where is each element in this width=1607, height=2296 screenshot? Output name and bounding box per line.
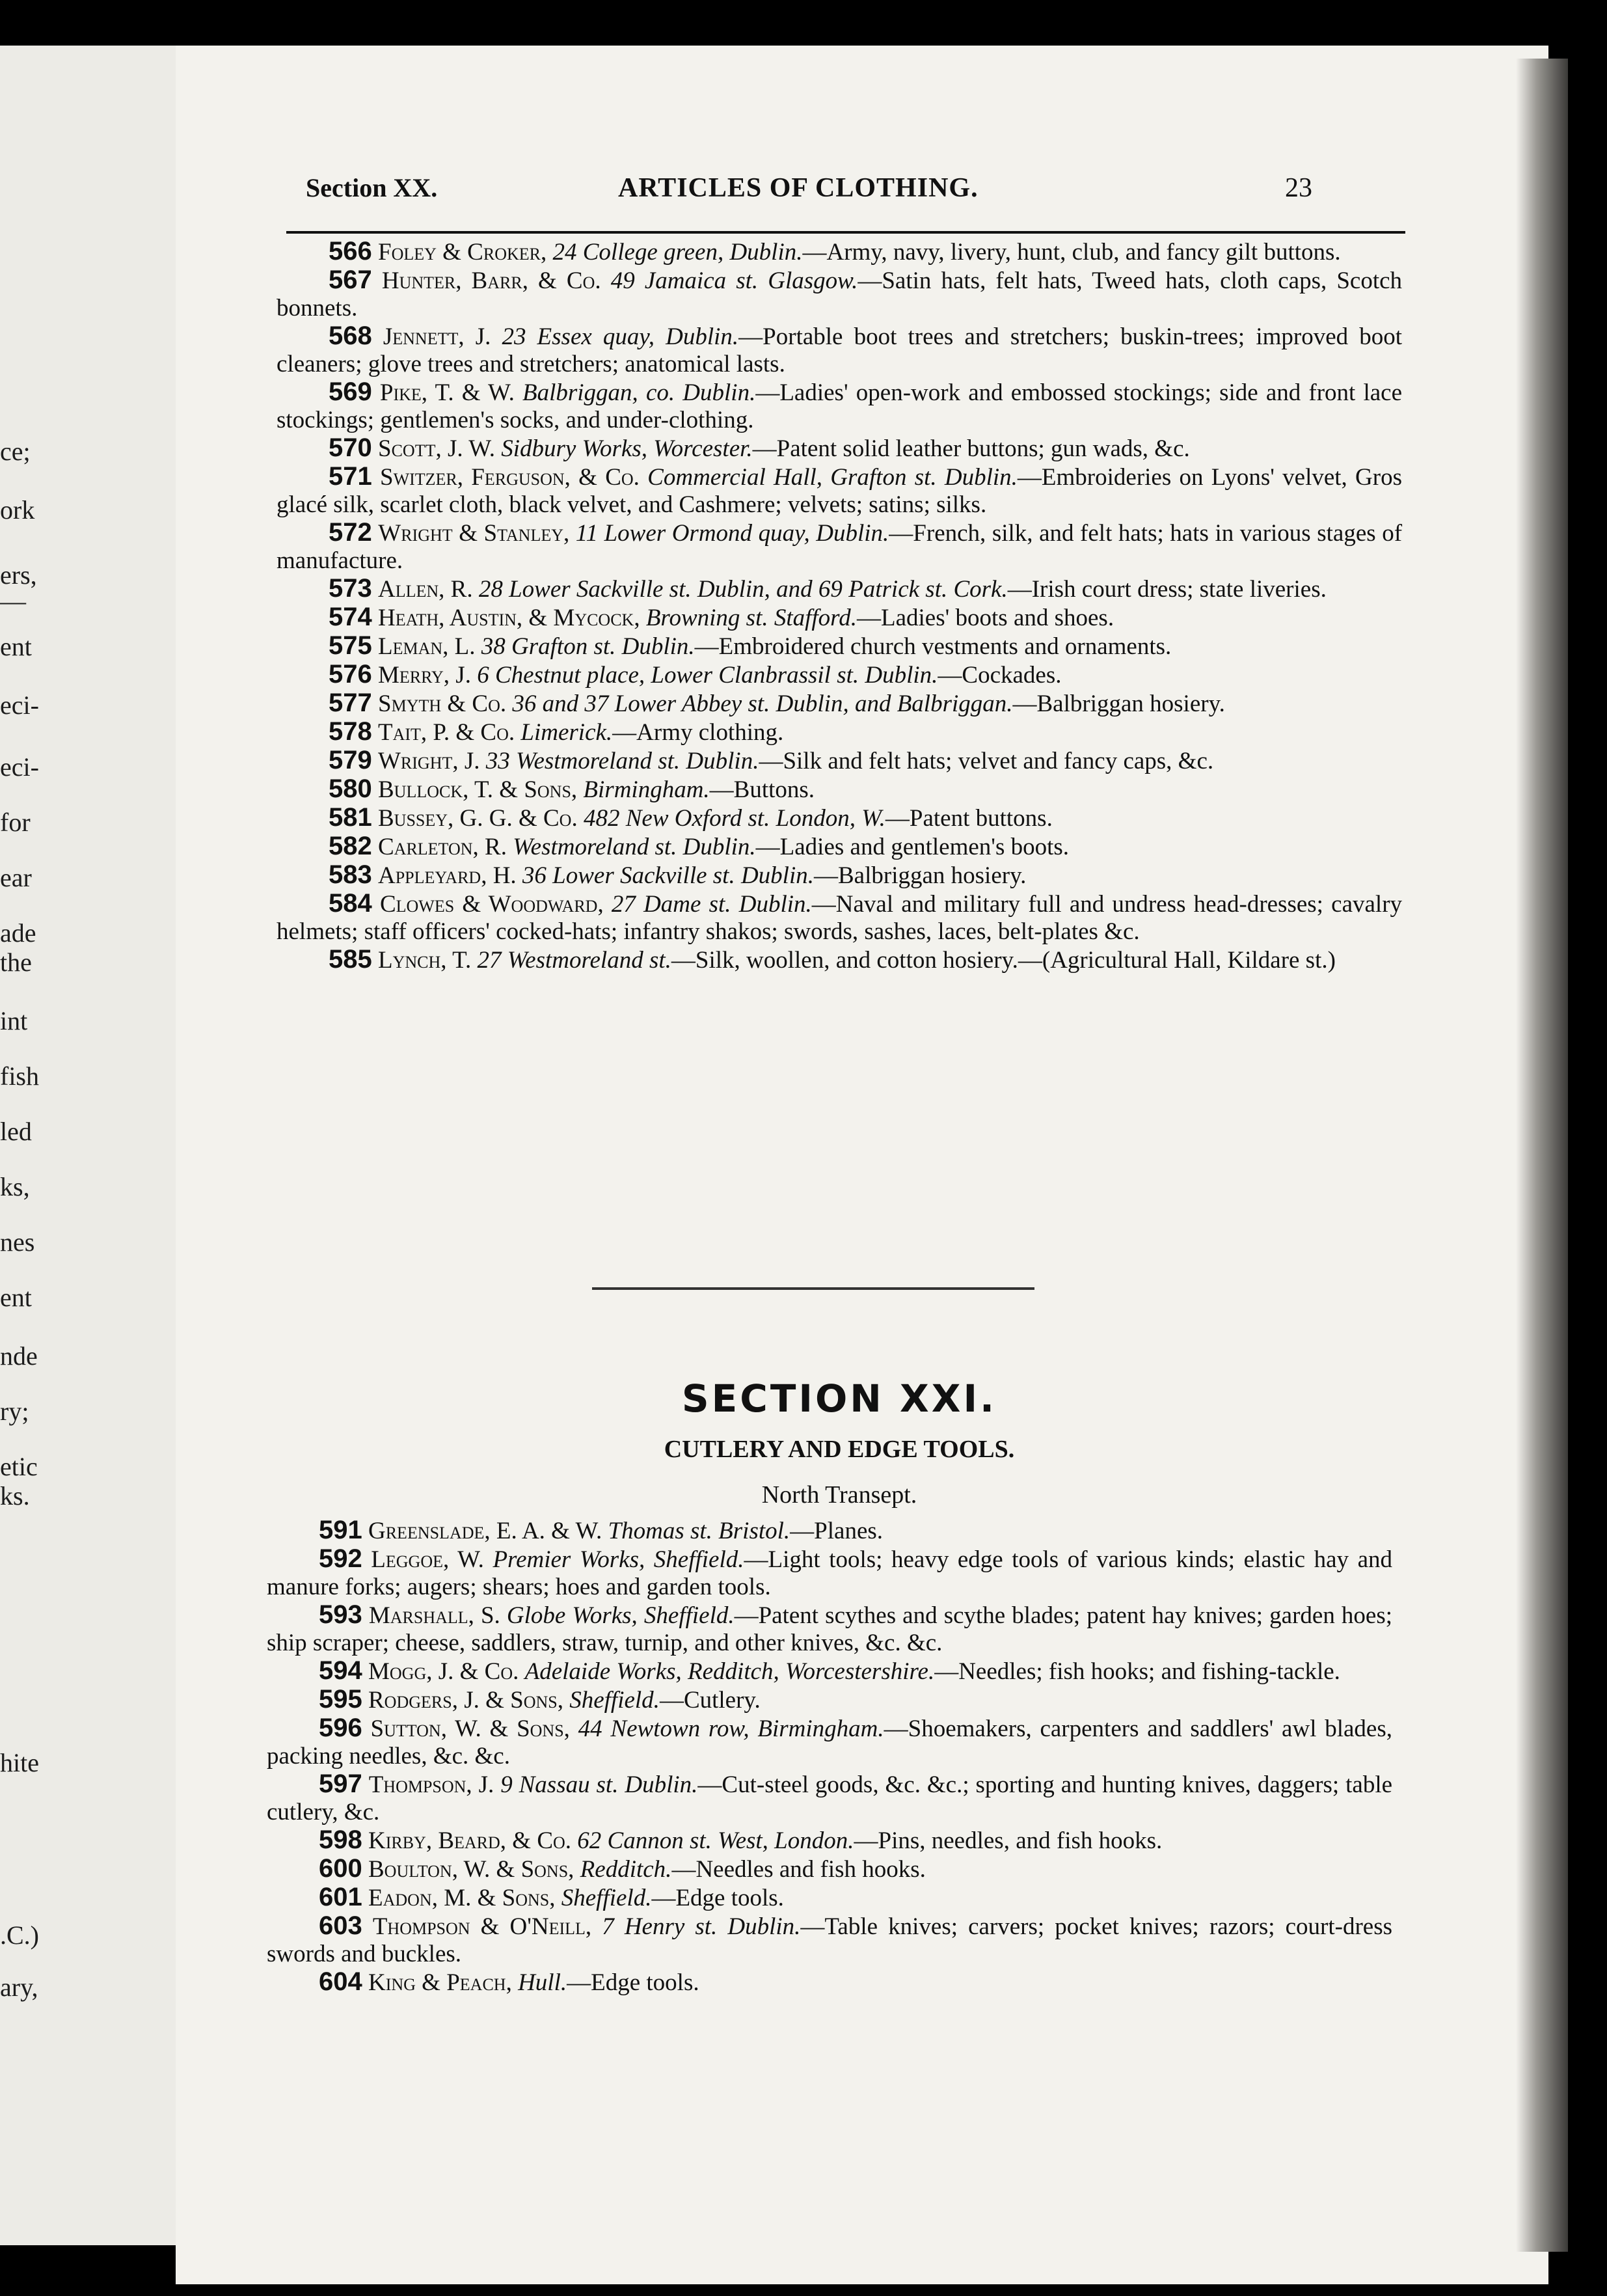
exhibitor-address: 482 New Oxford st. London, W.	[583, 805, 885, 832]
exhibit-description: —Army, navy, livery, hunt, club, and fancy gilt buttons.	[802, 239, 1341, 266]
left-page-fragment: ers,	[0, 560, 37, 590]
entry-number: 567	[329, 266, 372, 294]
entry-number: 578	[329, 717, 372, 746]
left-page-fragment: led	[0, 1117, 32, 1146]
exhibit-description: —Ladies' boots and shoes.	[856, 605, 1114, 631]
exhibit-description: —Army clothing.	[612, 719, 784, 746]
exhibitor-address: Redditch.	[580, 1856, 672, 1883]
exhibitor-name: Tait, P. & Co.	[378, 719, 515, 746]
exhibitor-name: Bullock, T. & Sons,	[378, 776, 578, 803]
exhibitor-name: Heath, Austin, & Mycock,	[378, 605, 640, 631]
exhibitor-address: Westmoreland st. Dublin.	[513, 834, 756, 860]
exhibitor-name: Marshall, S.	[368, 1602, 500, 1629]
catalogue-entry	[277, 238, 1402, 266]
catalogue-entry	[277, 804, 1402, 832]
exhibitor-name: Leggoe, W.	[371, 1546, 484, 1573]
left-page-fragment: int	[0, 1006, 28, 1035]
exhibit-description: —Table knives; carvers; pocket knives; razors; court-dress swords and buckles.	[267, 1913, 1393, 1967]
exhibit-description: —Balbriggan hosiery.	[1012, 690, 1225, 717]
catalogue-entry	[277, 946, 1402, 974]
exhibit-description: —Embroideries on Lyons' velvet, Gros glacé silk, scarlet cloth, black velvet, and Cashmere; velvets; satins; silks.	[277, 464, 1403, 518]
left-page-fragment: ork	[0, 495, 35, 525]
exhibitor-name: Jennett, J.	[383, 323, 491, 350]
exhibitor-name: Rodgers, J. & Sons,	[368, 1687, 563, 1714]
entry-number: 579	[329, 746, 372, 774]
entry-number: 583	[329, 860, 372, 889]
catalogue-entry	[277, 266, 1402, 322]
main-page	[176, 46, 1548, 2284]
exhibitor-name: Hunter, Barr, & Co.	[381, 267, 601, 294]
exhibitor-address: 28 Lower Sackville st. Dublin, and 69 Patrick st. Cork.	[478, 576, 1008, 603]
left-page-fragment: ry;	[0, 1397, 29, 1426]
left-page-fragment: eci-	[0, 752, 39, 782]
entry-number: 573	[329, 574, 372, 603]
exhibitor-name: Smyth & Co.	[378, 690, 507, 717]
page-header	[176, 172, 1548, 218]
catalogue-entry	[277, 632, 1402, 661]
catalogue-entry	[267, 1516, 1392, 1545]
exhibitor-address: Birmingham.	[583, 776, 710, 803]
left-page-fragment: the	[0, 948, 32, 977]
section-divider	[592, 1287, 1034, 1290]
entry-number: 595	[319, 1685, 362, 1714]
catalogue-entry	[277, 718, 1402, 746]
exhibit-description: —Shoemakers, carpenters and saddlers' awl blades, packing needles, &c. &c.	[267, 1715, 1392, 1770]
running-title: ARTICLES OF CLOTHING.	[618, 173, 979, 203]
entry-number: 593	[319, 1600, 362, 1629]
exhibit-description: —Edge tools.	[651, 1885, 784, 1911]
entry-number: 591	[319, 1516, 362, 1544]
exhibitor-address: Browning st. Stafford.	[645, 605, 857, 631]
entry-number: 568	[329, 321, 372, 350]
entry-number: 574	[329, 603, 372, 631]
exhibitor-name: Thompson, J.	[368, 1771, 494, 1798]
catalogue-entry	[277, 434, 1402, 463]
exhibitor-name: Mogg, J. & Co.	[368, 1658, 519, 1685]
exhibit-description: —Silk and felt hats; velvet and fancy caps, &c.	[759, 748, 1214, 774]
catalogue-entry	[267, 1968, 1392, 1997]
left-page-fragment: for	[0, 808, 31, 837]
catalogue-entry	[267, 1912, 1392, 1968]
catalogue-entry	[277, 378, 1402, 434]
exhibitor-address: 11 Lower Ormond quay, Dublin.	[575, 520, 889, 547]
section-xxi-entries	[267, 1516, 1392, 1997]
left-page-fragment: eci-	[0, 690, 39, 720]
exhibitor-name: Clowes & Woodward,	[379, 891, 604, 918]
exhibitor-name: Merry, J.	[378, 662, 471, 689]
entry-number: 569	[329, 377, 372, 406]
entry-number: 582	[329, 832, 372, 860]
catalogue-entry	[277, 890, 1402, 946]
exhibitor-address: Adelaide Works, Redditch, Worcestershire.	[524, 1658, 935, 1685]
exhibitor-address: 44 Newtown row, Birmingham.	[578, 1715, 884, 1742]
left-page-fragment: ent	[0, 1283, 32, 1312]
exhibitor-address: Hull.	[518, 1969, 567, 1996]
exhibitor-address: 23 Essex quay, Dublin.	[502, 323, 739, 350]
exhibit-description: —Patent buttons.	[885, 805, 1053, 832]
exhibitor-name: Bussey, G. G. & Co.	[378, 805, 578, 832]
catalogue-entry	[267, 1883, 1392, 1912]
exhibit-description: —Needles and fish hooks.	[671, 1856, 926, 1883]
page-edge-shadow	[1516, 59, 1568, 2252]
exhibitor-address: Thomas st. Bristol.	[608, 1518, 790, 1544]
catalogue-entry	[267, 1826, 1392, 1855]
exhibitor-address: 7 Henry st. Dublin.	[602, 1913, 801, 1940]
exhibit-description: —Cutlery.	[659, 1687, 761, 1714]
exhibit-description: —Patent scythes and scythe blades; patent hay knives; garden hoes; ship scraper; cheese, saddlers, straw, turnip, and other knives, &c. &c.	[267, 1602, 1393, 1656]
entry-number: 592	[319, 1544, 362, 1573]
left-page-fragment: ks.	[0, 1481, 30, 1510]
exhibit-description: —Embroidered church vestments and ornaments.	[694, 633, 1172, 660]
entry-number: 598	[319, 1825, 362, 1854]
entry-number: 596	[319, 1714, 362, 1742]
left-page-fragment: .C.)	[0, 1920, 39, 1950]
exhibit-description: —Silk, woollen, and cotton hosiery.—(Agricultural Hall, Kildare st.)	[671, 947, 1336, 974]
exhibit-description: —French, silk, and felt hats; hats in various stages of manufacture.	[277, 520, 1403, 574]
entry-number: 584	[329, 889, 372, 918]
exhibit-description: —Planes.	[790, 1518, 884, 1544]
exhibitor-name: Allen, R.	[378, 576, 473, 603]
catalogue-entry	[277, 463, 1402, 519]
exhibitor-address: Globe Works, Sheffield.	[506, 1602, 735, 1629]
entry-number: 575	[329, 631, 372, 660]
exhibitor-address: Sidbury Works, Worcester.	[501, 435, 753, 462]
catalogue-entry	[267, 1657, 1392, 1686]
section-subtitle: CUTLERY AND EDGE TOOLS.	[664, 1436, 1015, 1463]
exhibit-description: —Buttons.	[709, 776, 815, 803]
exhibitor-address: Sheffield.	[561, 1885, 652, 1911]
exhibitor-name: Pike, T. & W.	[379, 379, 515, 406]
catalogue-entry	[277, 775, 1402, 804]
entry-number: 570	[329, 433, 372, 462]
exhibit-description: —Irish court dress; state liveries.	[1007, 576, 1327, 603]
exhibit-description: —Ladies and gentlemen's boots.	[755, 834, 1070, 860]
left-page-fragment: ary,	[0, 1973, 38, 2002]
entry-number: 572	[329, 518, 372, 547]
left-page-fragment: ks,	[0, 1172, 30, 1201]
entry-number: 597	[319, 1770, 362, 1798]
catalogue-entry	[277, 661, 1402, 689]
catalogue-entry	[277, 603, 1402, 632]
exhibitor-address: 27 Dame st. Dublin.	[611, 891, 812, 918]
catalogue-entry	[277, 322, 1402, 378]
exhibitor-address: 36 Lower Sackville st. Dublin.	[522, 862, 814, 889]
exhibitor-name: Scott, J. W.	[378, 435, 495, 462]
exhibit-description: —Portable boot trees and stretchers; buskin-trees; improved boot cleaners; glove trees and stretchers; anatomical lasts.	[277, 323, 1402, 377]
left-facing-page	[0, 46, 177, 2245]
left-page-fragment: nde	[0, 1341, 38, 1371]
exhibitor-name: Eadon, M. & Sons,	[368, 1885, 556, 1911]
catalogue-entry	[277, 746, 1402, 775]
left-page-fragment: etic	[0, 1452, 38, 1481]
left-page-fragment: ade	[0, 918, 36, 948]
left-page-fragment: ent	[0, 632, 32, 661]
exhibit-description: —Ladies' open-work and embossed stockings; side and front lace stockings; gentlemen's socks, and under-clothing.	[277, 379, 1403, 433]
exhibitor-name: Sutton, W. & Sons,	[370, 1715, 570, 1742]
entry-number: 603	[319, 1911, 362, 1940]
catalogue-entry	[277, 519, 1402, 575]
entry-number: 604	[319, 1967, 362, 1996]
entry-number: 601	[319, 1883, 362, 1911]
catalogue-entry	[277, 575, 1402, 603]
exhibitor-address: 33 Westmoreland st. Dublin.	[485, 748, 759, 774]
catalogue-entry	[267, 1714, 1392, 1770]
left-page-fragment: ear	[0, 863, 32, 892]
exhibit-description: —Needles; fish hooks; and fishing-tackle.	[934, 1658, 1340, 1685]
exhibitor-address: 27 Westmoreland st.	[477, 947, 671, 974]
entry-number: 585	[329, 945, 372, 974]
exhibitor-name: Carleton, R.	[378, 834, 507, 860]
catalogue-entry	[267, 1855, 1392, 1883]
catalogue-entry	[267, 1601, 1392, 1657]
catalogue-entry	[277, 689, 1402, 718]
section-location: North Transept.	[761, 1481, 917, 1509]
header-rule	[286, 231, 1405, 234]
exhibitor-address: 38 Grafton st. Dublin.	[481, 633, 695, 660]
exhibitor-name: Appleyard, H.	[378, 862, 517, 889]
exhibitor-name: Boulton, W. & Sons,	[368, 1856, 574, 1883]
exhibitor-name: Foley & Croker,	[378, 239, 547, 266]
exhibitor-name: Leman, L.	[378, 633, 476, 660]
exhibitor-address: 62 Cannon st. West, London.	[577, 1827, 854, 1854]
catalogue-entry	[267, 1545, 1392, 1601]
exhibitor-name: King & Peach,	[368, 1969, 512, 1996]
exhibitor-address: 6 Chestnut place, Lower Clanbrassil st. Dublin.	[477, 662, 938, 689]
exhibitor-address: Limerick.	[520, 719, 613, 746]
exhibitor-address: Premier Works, Sheffield.	[493, 1546, 744, 1573]
exhibit-description: —Edge tools.	[567, 1969, 699, 1996]
exhibitor-address: Commercial Hall, Grafton st. Dublin.	[647, 464, 1018, 491]
entry-number: 580	[329, 774, 372, 803]
exhibit-description: —Naval and military full and undress head-dresses; cavalry helmets; staff officers' cocked-hats; infantry shakos; swords, sashes, laces, belt-plates &c.	[277, 891, 1403, 945]
entry-number: 594	[319, 1656, 362, 1685]
exhibitor-address: Sheffield.	[569, 1687, 660, 1714]
catalogue-entry	[277, 832, 1402, 861]
exhibitor-name: Wright & Stanley,	[378, 520, 570, 547]
section-title: SECTION XXI.	[681, 1376, 997, 1421]
catalogue-entry	[267, 1770, 1392, 1826]
page-number: 23	[1285, 173, 1312, 203]
exhibitor-address: 36 and 37 Lower Abbey st. Dublin, and Balbriggan.	[512, 690, 1013, 717]
exhibitor-name: Switzer, Ferguson, & Co.	[380, 464, 640, 491]
catalogue-entry	[277, 861, 1402, 890]
exhibit-description: —Light tools; heavy edge tools of various kinds; elastic hay and manure forks; augers; shears; hoes and garden tools.	[267, 1546, 1392, 1600]
exhibitor-name: Kirby, Beard, & Co.	[368, 1827, 572, 1854]
exhibit-description: —Cockades.	[938, 662, 1062, 689]
exhibitor-address: 24 College green, Dublin.	[552, 239, 803, 266]
exhibit-description: —Patent solid leather buttons; gun wads, &c.	[752, 435, 1190, 462]
left-page-fragment: hite	[0, 1748, 39, 1777]
section-xx-entries	[277, 238, 1402, 974]
exhibitor-name: Greenslade, E. A. & W.	[368, 1518, 602, 1544]
entry-number: 576	[329, 660, 372, 689]
exhibitor-address: 9 Nassau st. Dublin.	[500, 1771, 698, 1798]
entry-number: 571	[329, 462, 372, 491]
exhibitor-address: Balbriggan, co. Dublin.	[522, 379, 756, 406]
running-section: Section XX.	[306, 173, 438, 202]
left-page-fragment: —	[0, 586, 26, 616]
left-page-fragment: fish	[0, 1061, 39, 1091]
exhibitor-address: 49 Jamaica st. Glasgow.	[610, 267, 858, 294]
exhibit-description: —Satin hats, felt hats, Tweed hats, cloth caps, Scotch bonnets.	[277, 267, 1403, 321]
exhibit-description: —Balbriggan hosiery.	[814, 862, 1027, 889]
entry-number: 577	[329, 689, 372, 717]
exhibitor-name: Thompson & O'Neill,	[372, 1913, 592, 1940]
left-page-fragment: nes	[0, 1227, 35, 1257]
entry-number: 581	[329, 803, 372, 832]
left-page-fragment: ce;	[0, 437, 31, 466]
entry-number: 600	[319, 1854, 362, 1883]
exhibit-description: —Pins, needles, and fish hooks.	[854, 1827, 1163, 1854]
exhibit-description: —Cut-steel goods, &c. &c.; sporting and hunting knives, daggers; table cutlery, &c.	[267, 1771, 1393, 1825]
catalogue-entry	[267, 1686, 1392, 1714]
entry-number: 566	[329, 237, 372, 266]
exhibitor-name: Wright, J.	[378, 748, 480, 774]
exhibitor-name: Lynch, T.	[378, 947, 472, 974]
